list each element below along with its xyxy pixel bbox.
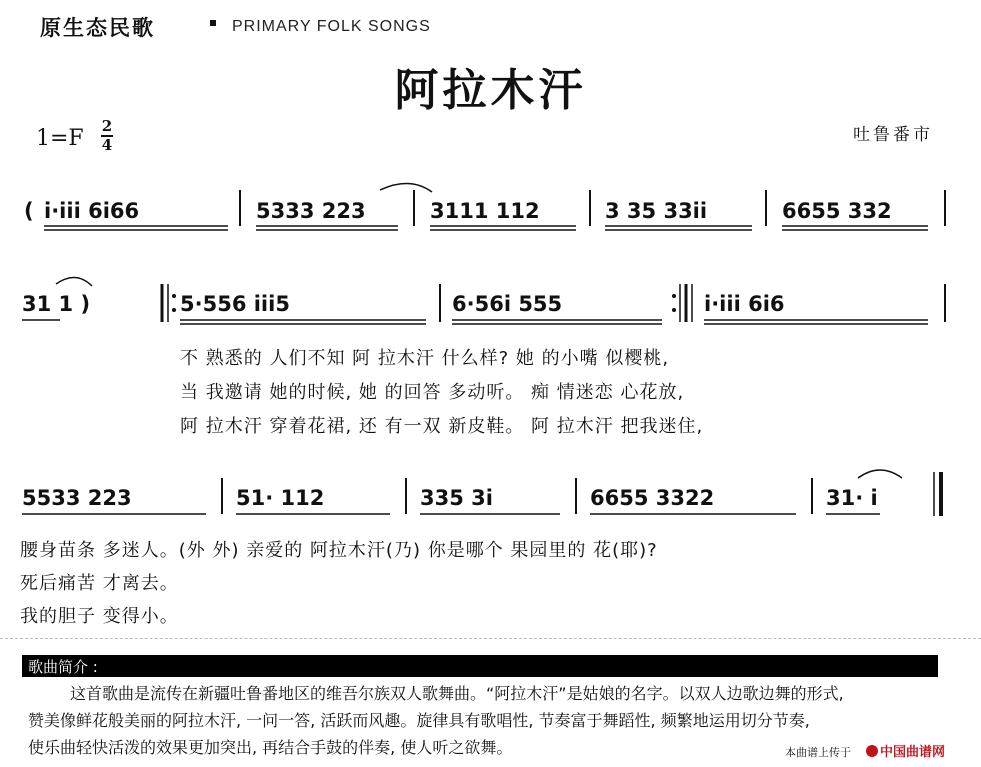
logo-icon [866, 745, 878, 757]
note-group: 3111 112 [430, 199, 540, 223]
series-title-en: PRIMARY FOLK SONGS [232, 18, 431, 35]
note-group: 31· i [826, 486, 878, 510]
intro-line: 赞美像鲜花般美丽的阿拉木汗, 一问一答, 活跃而风趣。旋律具有歌唱性, 节奏富于舞蹈性, 频繁地运用切分节奏, [28, 711, 810, 730]
tie-arc [858, 470, 902, 478]
song-origin: 吐鲁番市 [853, 125, 933, 145]
paren-open: ( [24, 199, 34, 223]
score-row-2 [22, 277, 945, 324]
section-divider [0, 638, 981, 640]
note-group: 31 1 ) [22, 292, 91, 316]
repeat-dot [672, 294, 676, 298]
note-group: 51· 112 [236, 486, 325, 510]
note-group: 6·56i 555 [452, 292, 563, 316]
repeat-dot [672, 308, 676, 312]
note-group: i·iii 6i6 [704, 292, 785, 316]
song-title: 阿拉木汗 [394, 65, 587, 116]
meter-bottom: 4 [101, 136, 113, 154]
site-logo[interactable] [866, 741, 945, 760]
intro-line: 使乐曲轻快活泼的效果更加突出, 再结合手鼓的伴奏, 使人听之欲舞。 [28, 738, 513, 757]
note-group: 6655 332 [782, 199, 892, 223]
repeat-dot [172, 308, 176, 312]
intro-header-bar [22, 655, 938, 677]
lyric-line: 死后痛苦 才离去。 [20, 573, 179, 594]
upload-credit: 本曲谱上传于 [785, 746, 851, 759]
note-group: 5·556 iii5 [180, 292, 290, 316]
note-group: 5333 223 [256, 199, 366, 223]
key-signature: 1=F [36, 126, 84, 151]
meter-top: 2 [101, 117, 113, 135]
lyric-line: 不 熟悉的 人们不知 阿 拉木汗 什么样? 她 的小嘴 似樱桃, [180, 348, 670, 369]
lyric-line: 当 我邀请 她的时候, 她 的回答 多动听。 痴 情迷恋 心花放, [180, 382, 685, 403]
note-group: 3 35 33ii [605, 199, 708, 223]
note-group: 6655 3322 [590, 486, 715, 510]
note-group: i·iii 6i66 [44, 199, 140, 223]
logo-text: 中国曲谱网 [880, 745, 946, 760]
repeat-dot [172, 294, 176, 298]
lyric-line: 我的胆子 变得小。 [20, 606, 179, 627]
score-row-1 [24, 183, 945, 230]
intro-label: 歌曲简介 : [28, 658, 98, 676]
series-title-cn: 原生态民歌 [40, 16, 155, 40]
tie-arc [380, 183, 432, 192]
tie-arc [56, 277, 92, 286]
note-group: 5533 223 [22, 486, 132, 510]
lyric-line: 阿 拉木汗 穿着花裙, 还 有一双 新皮鞋。 阿 拉木汗 把我迷住, [180, 416, 704, 437]
score-row-3 [22, 470, 941, 516]
lyric-line: 腰身苗条 多迷人。(外 外) 亲爱的 阿拉木汗(乃) 你是哪个 果园里的 花(耶)? [20, 540, 658, 561]
note-group: 335 3i [420, 486, 493, 510]
intro-line: 这首歌曲是流传在新疆吐鲁番地区的维吾尔族双人歌舞曲。“阿拉木汗”是姑娘的名字。以双人边歌边舞的形式, [70, 684, 844, 703]
